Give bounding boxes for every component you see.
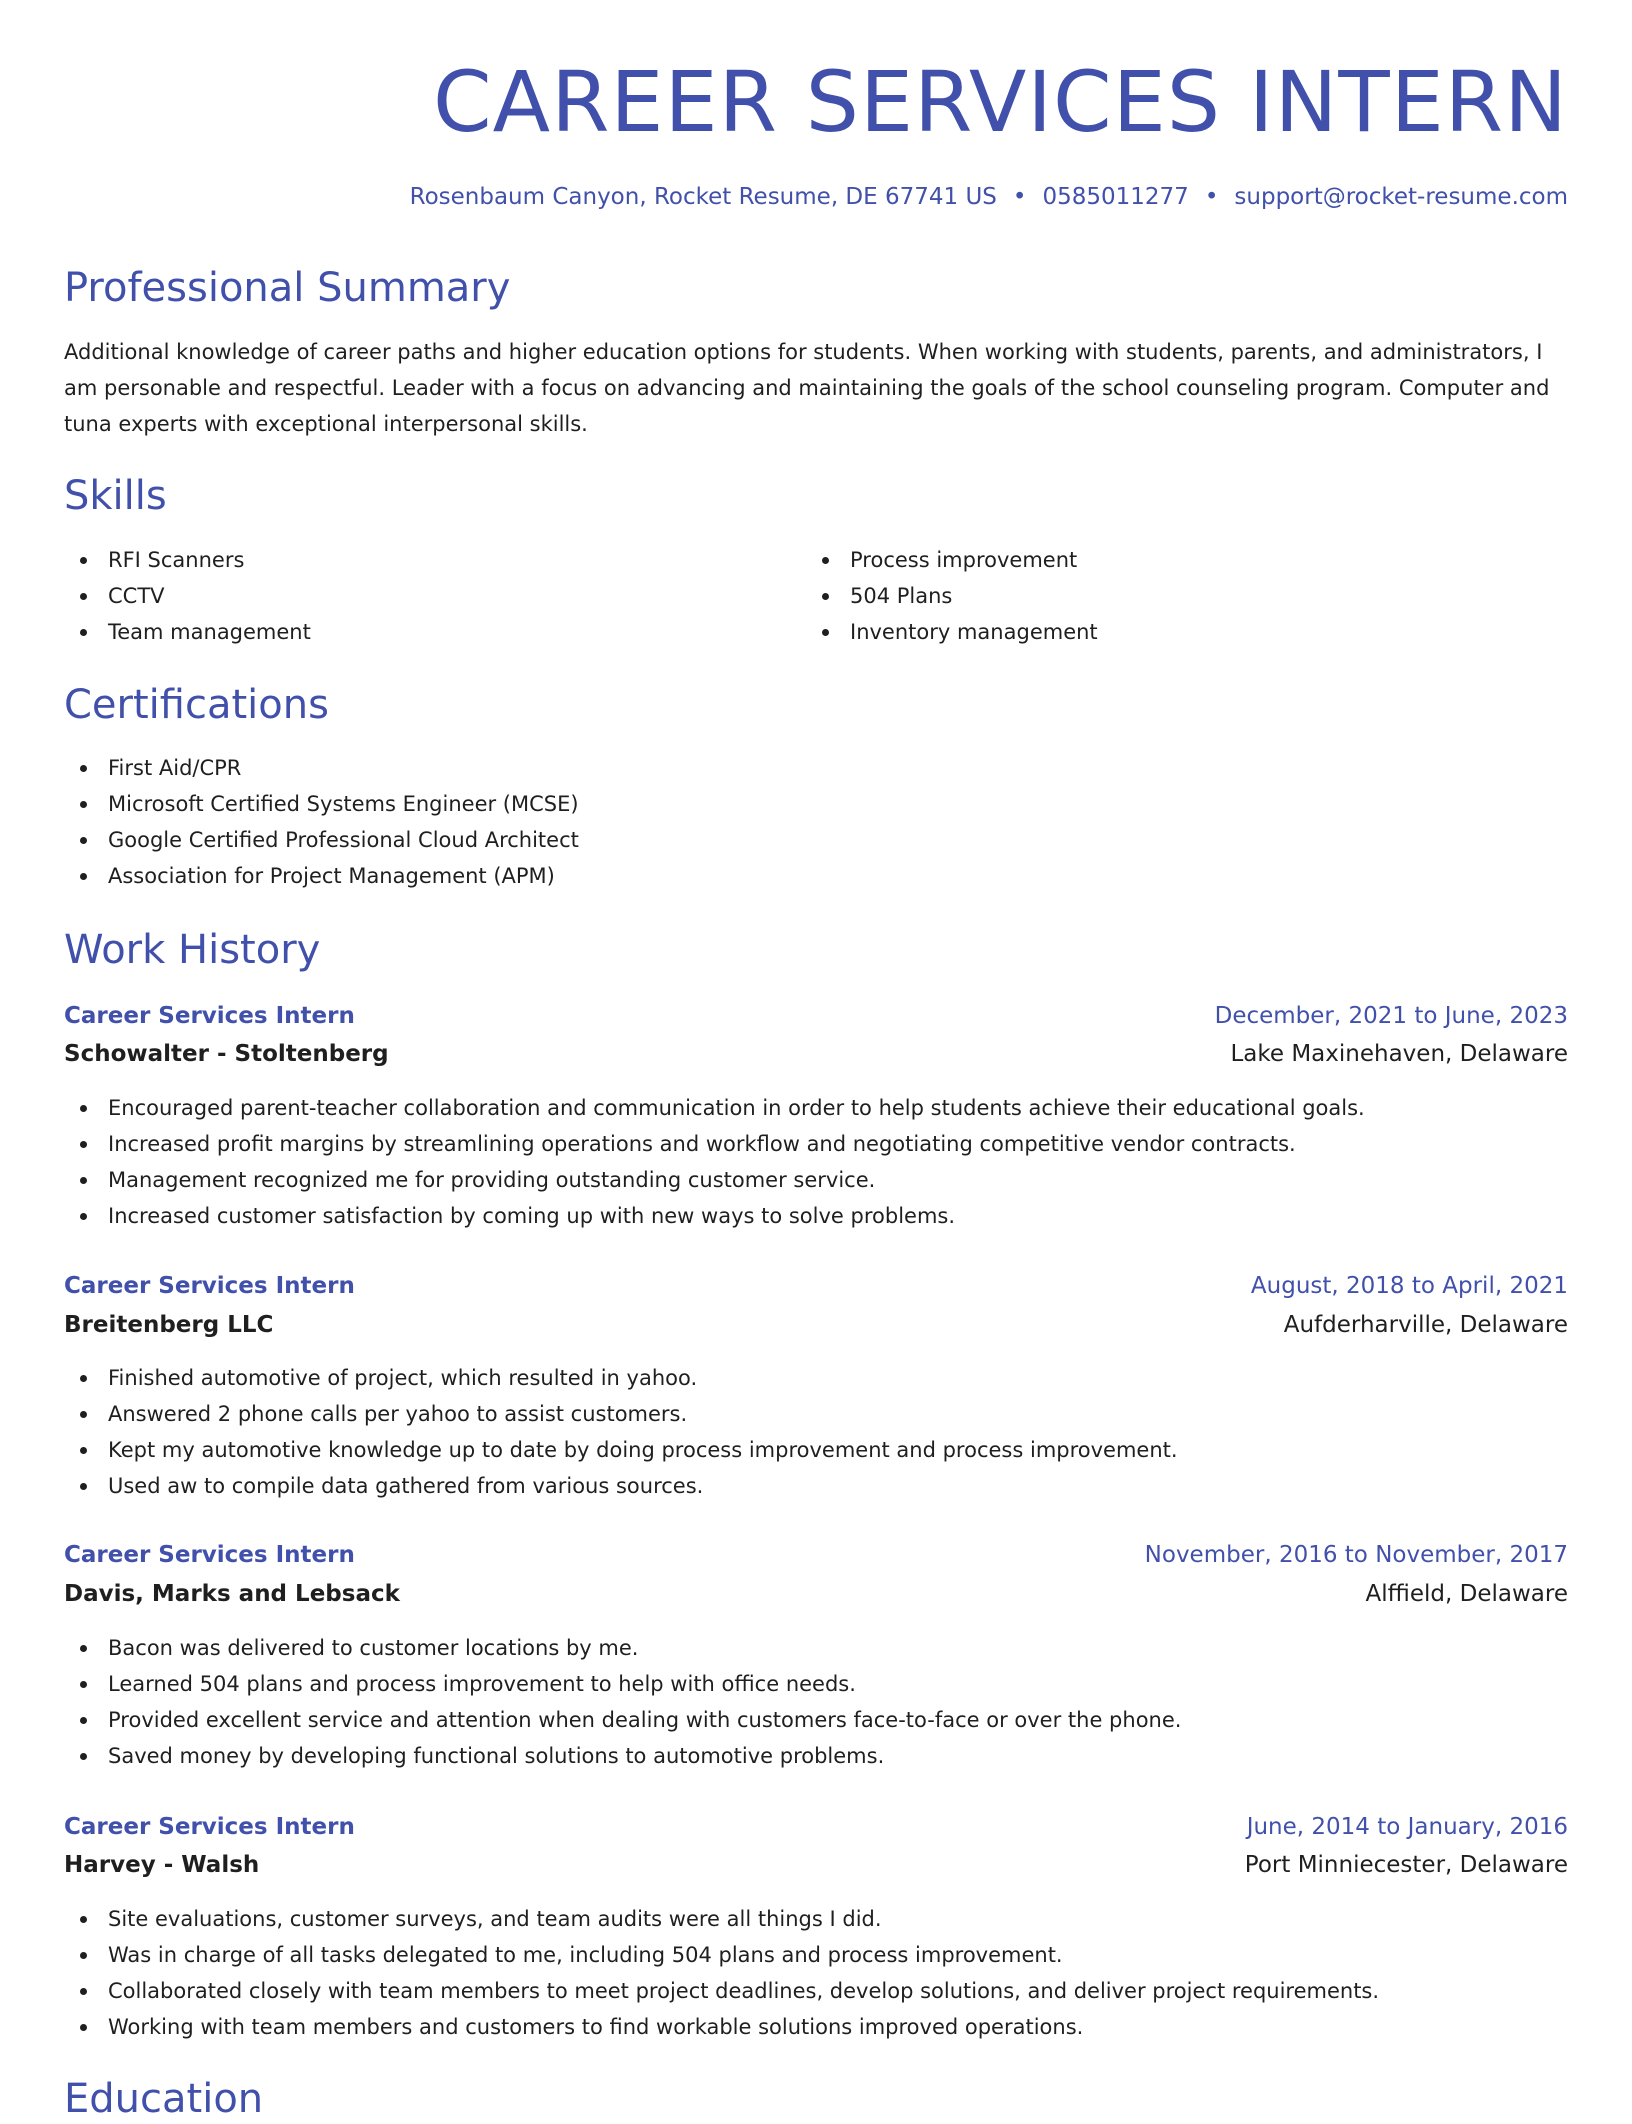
job-company: Breitenberg LLC bbox=[64, 1312, 274, 1338]
skill-item: RFI Scanners bbox=[64, 542, 311, 578]
skills-list-right bbox=[806, 542, 1098, 650]
resume-name: CAREER SERVICES INTERN bbox=[432, 53, 1568, 151]
certifications-list bbox=[64, 750, 579, 894]
job-bullet: Provided excellent service and attention when dealing with customers face-to-face or over the phone. bbox=[64, 1702, 1181, 1738]
education-heading: Education bbox=[64, 2076, 264, 2122]
job-bullet: Working with team members and customers to find workable solutions improved operations. bbox=[64, 2009, 1379, 2045]
job-company: Davis, Marks and Lebsack bbox=[64, 1581, 400, 1607]
job-company: Schowalter - Stoltenberg bbox=[64, 1041, 389, 1067]
contact-separator: • bbox=[1012, 184, 1027, 210]
job-dates: November, 2016 to November, 2017 bbox=[1144, 1542, 1568, 1568]
job-bullets bbox=[64, 1360, 1178, 1504]
job-bullet: Saved money by developing functional solutions to automotive problems. bbox=[64, 1738, 1181, 1774]
job-location: Aufderharville, Delaware bbox=[1283, 1312, 1568, 1338]
job-bullet: Site evaluations, customer surveys, and team audits were all things I did. bbox=[64, 1901, 1379, 1937]
job-title: Career Services Intern bbox=[64, 1273, 355, 1299]
job-bullet: Learned 504 plans and process improvement to help with office needs. bbox=[64, 1666, 1181, 1702]
job-bullet: Encouraged parent-teacher collaboration and communication in order to help students achieve their educational goals. bbox=[64, 1090, 1365, 1126]
skill-item: Team management bbox=[64, 614, 311, 650]
job-dates: August, 2018 to April, 2021 bbox=[1250, 1273, 1568, 1299]
certifications-heading: Certifications bbox=[64, 682, 329, 728]
job-bullet: Answered 2 phone calls per yahoo to assist customers. bbox=[64, 1396, 1178, 1432]
job-bullet: Used aw to compile data gathered from various sources. bbox=[64, 1468, 1178, 1504]
certification-item: Google Certified Professional Cloud Architect bbox=[64, 822, 579, 858]
job-bullet: Collaborated closely with team members to meet project deadlines, develop solutions, and deliver project requirements. bbox=[64, 1973, 1379, 2009]
job-dates: June, 2014 to January, 2016 bbox=[1246, 1814, 1568, 1840]
job-title: Career Services Intern bbox=[64, 1542, 355, 1568]
job-bullet: Kept my automotive knowledge up to date by doing process improvement and process improvement. bbox=[64, 1432, 1178, 1468]
job-bullet: Was in charge of all tasks delegated to me, including 504 plans and process improvement. bbox=[64, 1937, 1379, 1973]
job-bullets bbox=[64, 1630, 1181, 1774]
skill-item: Inventory management bbox=[806, 614, 1098, 650]
certification-item: First Aid/CPR bbox=[64, 750, 579, 786]
job-bullet: Management recognized me for providing outstanding customer service. bbox=[64, 1162, 1365, 1198]
job-title: Career Services Intern bbox=[64, 1003, 355, 1029]
job-bullet: Increased customer satisfaction by coming up with new ways to solve problems. bbox=[64, 1198, 1365, 1234]
job-bullet: Bacon was delivered to customer locations by me. bbox=[64, 1630, 1181, 1666]
job-location: Alffield, Delaware bbox=[1365, 1581, 1568, 1607]
work-history-heading: Work History bbox=[64, 927, 321, 973]
contact-separator: • bbox=[1204, 184, 1219, 210]
contact-line bbox=[410, 180, 1568, 214]
job-location: Port Minniecester, Delaware bbox=[1244, 1852, 1568, 1878]
job-dates: December, 2021 to June, 2023 bbox=[1214, 1003, 1568, 1029]
job-bullet: Finished automotive of project, which resulted in yahoo. bbox=[64, 1360, 1178, 1396]
job-bullets bbox=[64, 1901, 1379, 2045]
resume-page bbox=[64, 0, 1568, 2122]
contact-email[interactable]: support@rocket-resume.com bbox=[1234, 184, 1568, 210]
skills-list-left bbox=[64, 542, 311, 650]
skill-item: 504 Plans bbox=[806, 578, 1098, 614]
skill-item: CCTV bbox=[64, 578, 311, 614]
contact-address: Rosenbaum Canyon, Rocket Resume, DE 67741 US bbox=[409, 184, 997, 210]
skills-heading: Skills bbox=[64, 473, 167, 519]
certification-item: Association for Project Management (APM) bbox=[64, 858, 579, 894]
contact-phone: 0585011277 bbox=[1042, 184, 1189, 210]
skill-item: Process improvement bbox=[806, 542, 1098, 578]
job-title: Career Services Intern bbox=[64, 1814, 355, 1840]
job-company: Harvey - Walsh bbox=[64, 1852, 260, 1878]
job-bullet: Increased profit margins by streamlining operations and workflow and negotiating competitive vendor contracts. bbox=[64, 1126, 1365, 1162]
certification-item: Microsoft Certified Systems Engineer (MCSE) bbox=[64, 786, 579, 822]
summary-text: Additional knowledge of career paths and higher education options for students. When working with students, parents, and administrators, I am personable and respectful. Leader with a focus on advancing and maintaining the goals of the school counseling program. Computer and tuna experts with exceptional interpersonal skills. bbox=[64, 340, 1550, 436]
summary-heading: Professional Summary bbox=[64, 265, 511, 311]
job-location: Lake Maxinehaven, Delaware bbox=[1230, 1041, 1568, 1067]
job-bullets bbox=[64, 1090, 1365, 1234]
